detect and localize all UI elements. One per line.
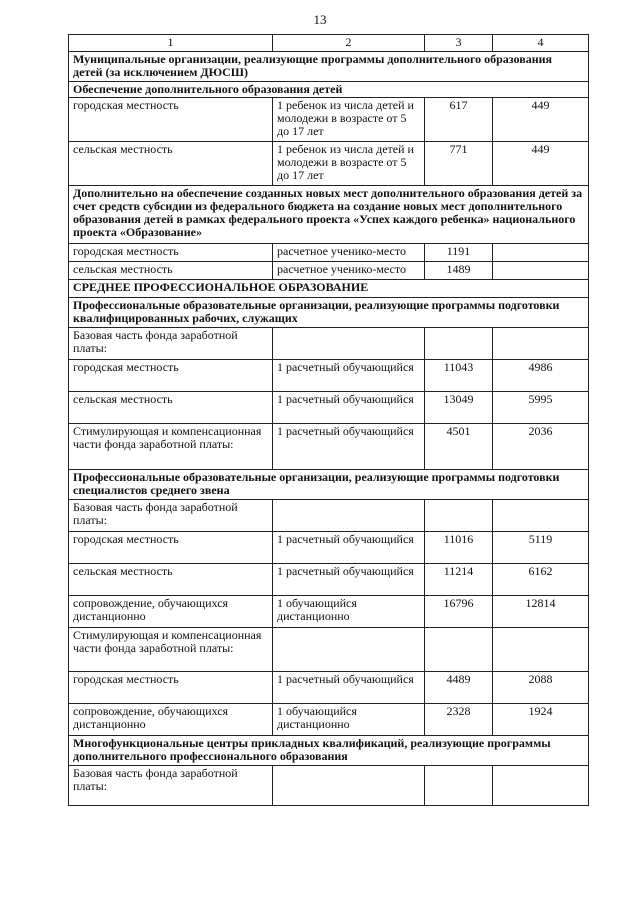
category-cell: сопровождение, обучающихся дистанционно	[69, 596, 273, 628]
unit-cell: расчетное ученико-место	[273, 244, 425, 262]
category-cell: сельская местность	[69, 262, 273, 280]
value-col4-cell	[493, 628, 589, 672]
value-col4-cell: 6162	[493, 564, 589, 596]
table-row	[69, 628, 589, 672]
section-row	[69, 82, 589, 98]
table-row	[69, 392, 589, 424]
value-col3-cell: 11214	[425, 564, 493, 596]
table-row	[69, 766, 589, 806]
section-heading: Профессиональные образовательные организации, реализующие программы подготовки квалифицированных рабочих, служащих	[69, 298, 589, 328]
category-cell: Стимулирующая и компенсационная части фонда заработной платы:	[69, 628, 273, 672]
category-cell: городская местность	[69, 532, 273, 564]
table-row	[69, 142, 589, 186]
table-row	[69, 244, 589, 262]
value-col3-cell: 11016	[425, 532, 493, 564]
value-col3-cell: 16796	[425, 596, 493, 628]
unit-cell	[273, 500, 425, 532]
section-row	[69, 736, 589, 766]
table-row	[69, 672, 589, 704]
unit-cell	[273, 766, 425, 806]
category-cell: городская местность	[69, 244, 273, 262]
category-cell: городская местность	[69, 360, 273, 392]
value-col4-cell: 5119	[493, 532, 589, 564]
table-row	[69, 98, 589, 142]
unit-cell: 1 обучающийся дистанционно	[273, 596, 425, 628]
value-col3-cell: 11043	[425, 360, 493, 392]
value-col4-cell: 4986	[493, 360, 589, 392]
unit-cell: 1 расчетный обучающийся	[273, 392, 425, 424]
unit-cell: 1 расчетный обучающийся	[273, 360, 425, 392]
section-row	[69, 52, 589, 82]
section-row	[69, 470, 589, 500]
column-header: 3	[425, 35, 493, 52]
category-cell: сельская местность	[69, 142, 273, 186]
value-col3-cell: 617	[425, 98, 493, 142]
table-row	[69, 424, 589, 470]
value-col4-cell	[493, 500, 589, 532]
table-row	[69, 704, 589, 736]
column-header: 2	[273, 35, 425, 52]
section-row	[69, 298, 589, 328]
value-col3-cell	[425, 628, 493, 672]
section-row	[69, 280, 589, 298]
value-col3-cell: 771	[425, 142, 493, 186]
table-row	[69, 564, 589, 596]
value-col3-cell: 2328	[425, 704, 493, 736]
value-col3-cell	[425, 766, 493, 806]
value-col4-cell: 449	[493, 98, 589, 142]
category-cell: Базовая часть фонда заработной платы:	[69, 328, 273, 360]
unit-cell: 1 ребенок из числа детей и молодежи в возрасте от 5 до 17 лет	[273, 142, 425, 186]
value-col4-cell	[493, 766, 589, 806]
section-heading: Дополнительно на обеспечение созданных новых мест дополнительного образования детей за счет средств субсидии из федерального бюджета на создание новых мест дополнительного образования детей в рамках федерального проекта «Успех каждого ребенка» национального проекта «Образование»	[69, 186, 589, 244]
table-row	[69, 532, 589, 564]
column-header: 4	[493, 35, 589, 52]
value-col3-cell: 1489	[425, 262, 493, 280]
category-cell: городская местность	[69, 98, 273, 142]
table-row	[69, 596, 589, 628]
value-col4-cell: 12814	[493, 596, 589, 628]
unit-cell: 1 расчетный обучающийся	[273, 564, 425, 596]
unit-cell: 1 расчетный обучающийся	[273, 672, 425, 704]
value-col3-cell: 1191	[425, 244, 493, 262]
table-row	[69, 262, 589, 280]
table-row	[69, 360, 589, 392]
section-heading: Обеспечение дополнительного образования детей	[69, 82, 589, 98]
value-col4-cell	[493, 244, 589, 262]
value-col3-cell: 4501	[425, 424, 493, 470]
value-col4-cell: 2036	[493, 424, 589, 470]
unit-cell: 1 ребенок из числа детей и молодежи в возрасте от 5 до 17 лет	[273, 98, 425, 142]
unit-cell	[273, 328, 425, 360]
section-heading: Профессиональные образовательные организации, реализующие программы подготовки специалистов среднего звена	[69, 470, 589, 500]
value-col3-cell	[425, 328, 493, 360]
section-heading: СРЕДНЕЕ ПРОФЕССИОНАЛЬНОЕ ОБРАЗОВАНИЕ	[69, 280, 589, 298]
page-number: 13	[313, 12, 327, 27]
value-col4-cell: 1924	[493, 704, 589, 736]
category-cell: сельская местность	[69, 564, 273, 596]
value-col4-cell	[493, 328, 589, 360]
unit-cell: 1 обучающийся дистанционно	[273, 704, 425, 736]
value-col3-cell	[425, 500, 493, 532]
table-row	[69, 500, 589, 532]
section-heading: Муниципальные организации, реализующие программы дополнительного образования детей (за исключением ДЮСШ)	[69, 52, 589, 82]
column-header: 1	[69, 35, 273, 52]
value-col3-cell: 4489	[425, 672, 493, 704]
value-col4-cell: 449	[493, 142, 589, 186]
section-heading: Многофункциональные центры прикладных квалификаций, реализующие программы дополнительного профессионального образования	[69, 736, 589, 766]
category-cell: сопровождение, обучающихся дистанционно	[69, 704, 273, 736]
unit-cell: 1 расчетный обучающийся	[273, 532, 425, 564]
category-cell: сельская местность	[69, 392, 273, 424]
section-row	[69, 186, 589, 244]
category-cell: Базовая часть фонда заработной платы:	[69, 766, 273, 806]
value-col4-cell: 2088	[493, 672, 589, 704]
category-cell: городская местность	[69, 672, 273, 704]
unit-cell: 1 расчетный обучающийся	[273, 424, 425, 470]
category-cell: Стимулирующая и компенсационная части фонда заработной платы:	[69, 424, 273, 470]
value-col3-cell: 13049	[425, 392, 493, 424]
table-row	[69, 328, 589, 360]
value-col4-cell: 5995	[493, 392, 589, 424]
unit-cell: расчетное ученико-место	[273, 262, 425, 280]
value-col4-cell	[493, 262, 589, 280]
tariff-table	[68, 34, 589, 806]
unit-cell	[273, 628, 425, 672]
category-cell: Базовая часть фонда заработной платы:	[69, 500, 273, 532]
column-header-row	[69, 35, 589, 52]
